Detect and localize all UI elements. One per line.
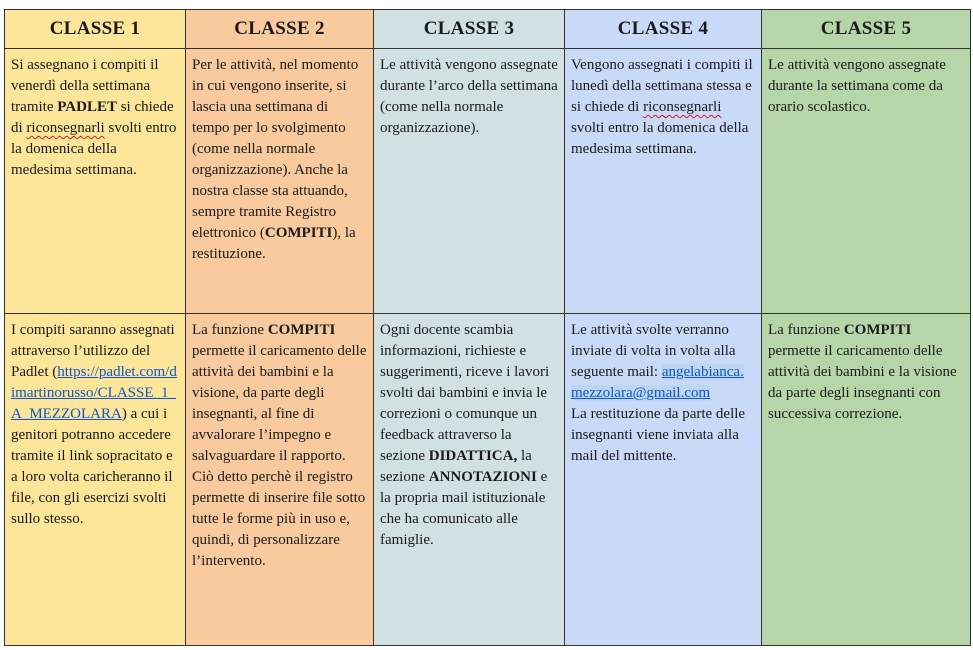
- header-classe-3: CLASSE 3: [374, 10, 565, 49]
- assignment-classe-1: Si assegnano i compiti il venerdì della settimana tramite PADLET si chiede di riconsegnarli svolti entro la domenica della medesima settimana.: [5, 49, 186, 314]
- classes-table: [4, 9, 971, 646]
- return-classe-4: Le attività svolte verranno inviate di volta in volta alla seguente mail: angelabianca.mezzolara@gmail.com La restituzione da parte delle insegnanti viene inviata alla mail del mittente.: [565, 314, 762, 646]
- assignment-row: [5, 49, 971, 314]
- return-classe-3: Ogni docente scambia informazioni, richieste e suggerimenti, riceve i lavori svolti dai bambini e invia le correzioni o comunque un feedback attraverso la sezione DIDATTICA, la sezione ANNOTAZIONI e la propria mail istituzionale che ha comunicato alle famiglie.: [374, 314, 565, 646]
- header-classe-4: CLASSE 4: [565, 10, 762, 49]
- assignment-classe-4: Vengono assegnati i compiti il lunedì della settimana stessa e si chiede di riconsegnarli svolti entro la domenica della medesima settimana.: [565, 49, 762, 314]
- header-classe-1: CLASSE 1: [5, 10, 186, 49]
- assignment-classe-5: Le attività vengono assegnate durante la settimana come da orario scolastico.: [762, 49, 971, 314]
- header-classe-2: CLASSE 2: [186, 10, 374, 49]
- return-classe-2: La funzione COMPITI permette il caricamento delle attività dei bambini e la visione, da parte degli insegnanti, al fine di avvalorare l’impegno e salvaguardare il rapporto. Ciò detto perchè il registro permette di inserire file sotto tutte le forme più in uso e, quindi, di personalizzare l’intervento.: [186, 314, 374, 646]
- return-row: [5, 314, 971, 646]
- header-classe-5: CLASSE 5: [762, 10, 971, 49]
- return-classe-1: I compiti saranno assegnati attraverso l’utilizzo del Padlet (https://padlet.com/dimartinorusso/CLASSE_1_A_MEZZOLARA) a cui i genitori potranno accedere tramite il link sopracitato e a loro volta caricheranno il file, con gli esercizi svolti sullo stesso.: [5, 314, 186, 646]
- assignment-classe-2: Per le attività, nel momento in cui vengono inserite, si lascia una settimana di tempo per lo svolgimento (come nella normale organizzazione). Anche la nostra classe sta attuando, sempre tramite Registro elettronico (COMPITI), la restituzione.: [186, 49, 374, 314]
- email-link[interactable]: angelabianca.mezzolara@gmail.com: [571, 364, 744, 401]
- header-row: [5, 10, 971, 49]
- assignment-classe-3: Le attività vengono assegnate durante l’arco della settimana (come nella normale organizzazione).: [374, 49, 565, 314]
- padlet-link[interactable]: https://padlet.com/dimartinorusso/CLASSE_1_A_MEZZOLARA: [11, 364, 177, 422]
- return-classe-5: La funzione COMPITI permette il caricamento delle attività dei bambini e la visione da parte degli insegnanti con successiva correzione.: [762, 314, 971, 646]
